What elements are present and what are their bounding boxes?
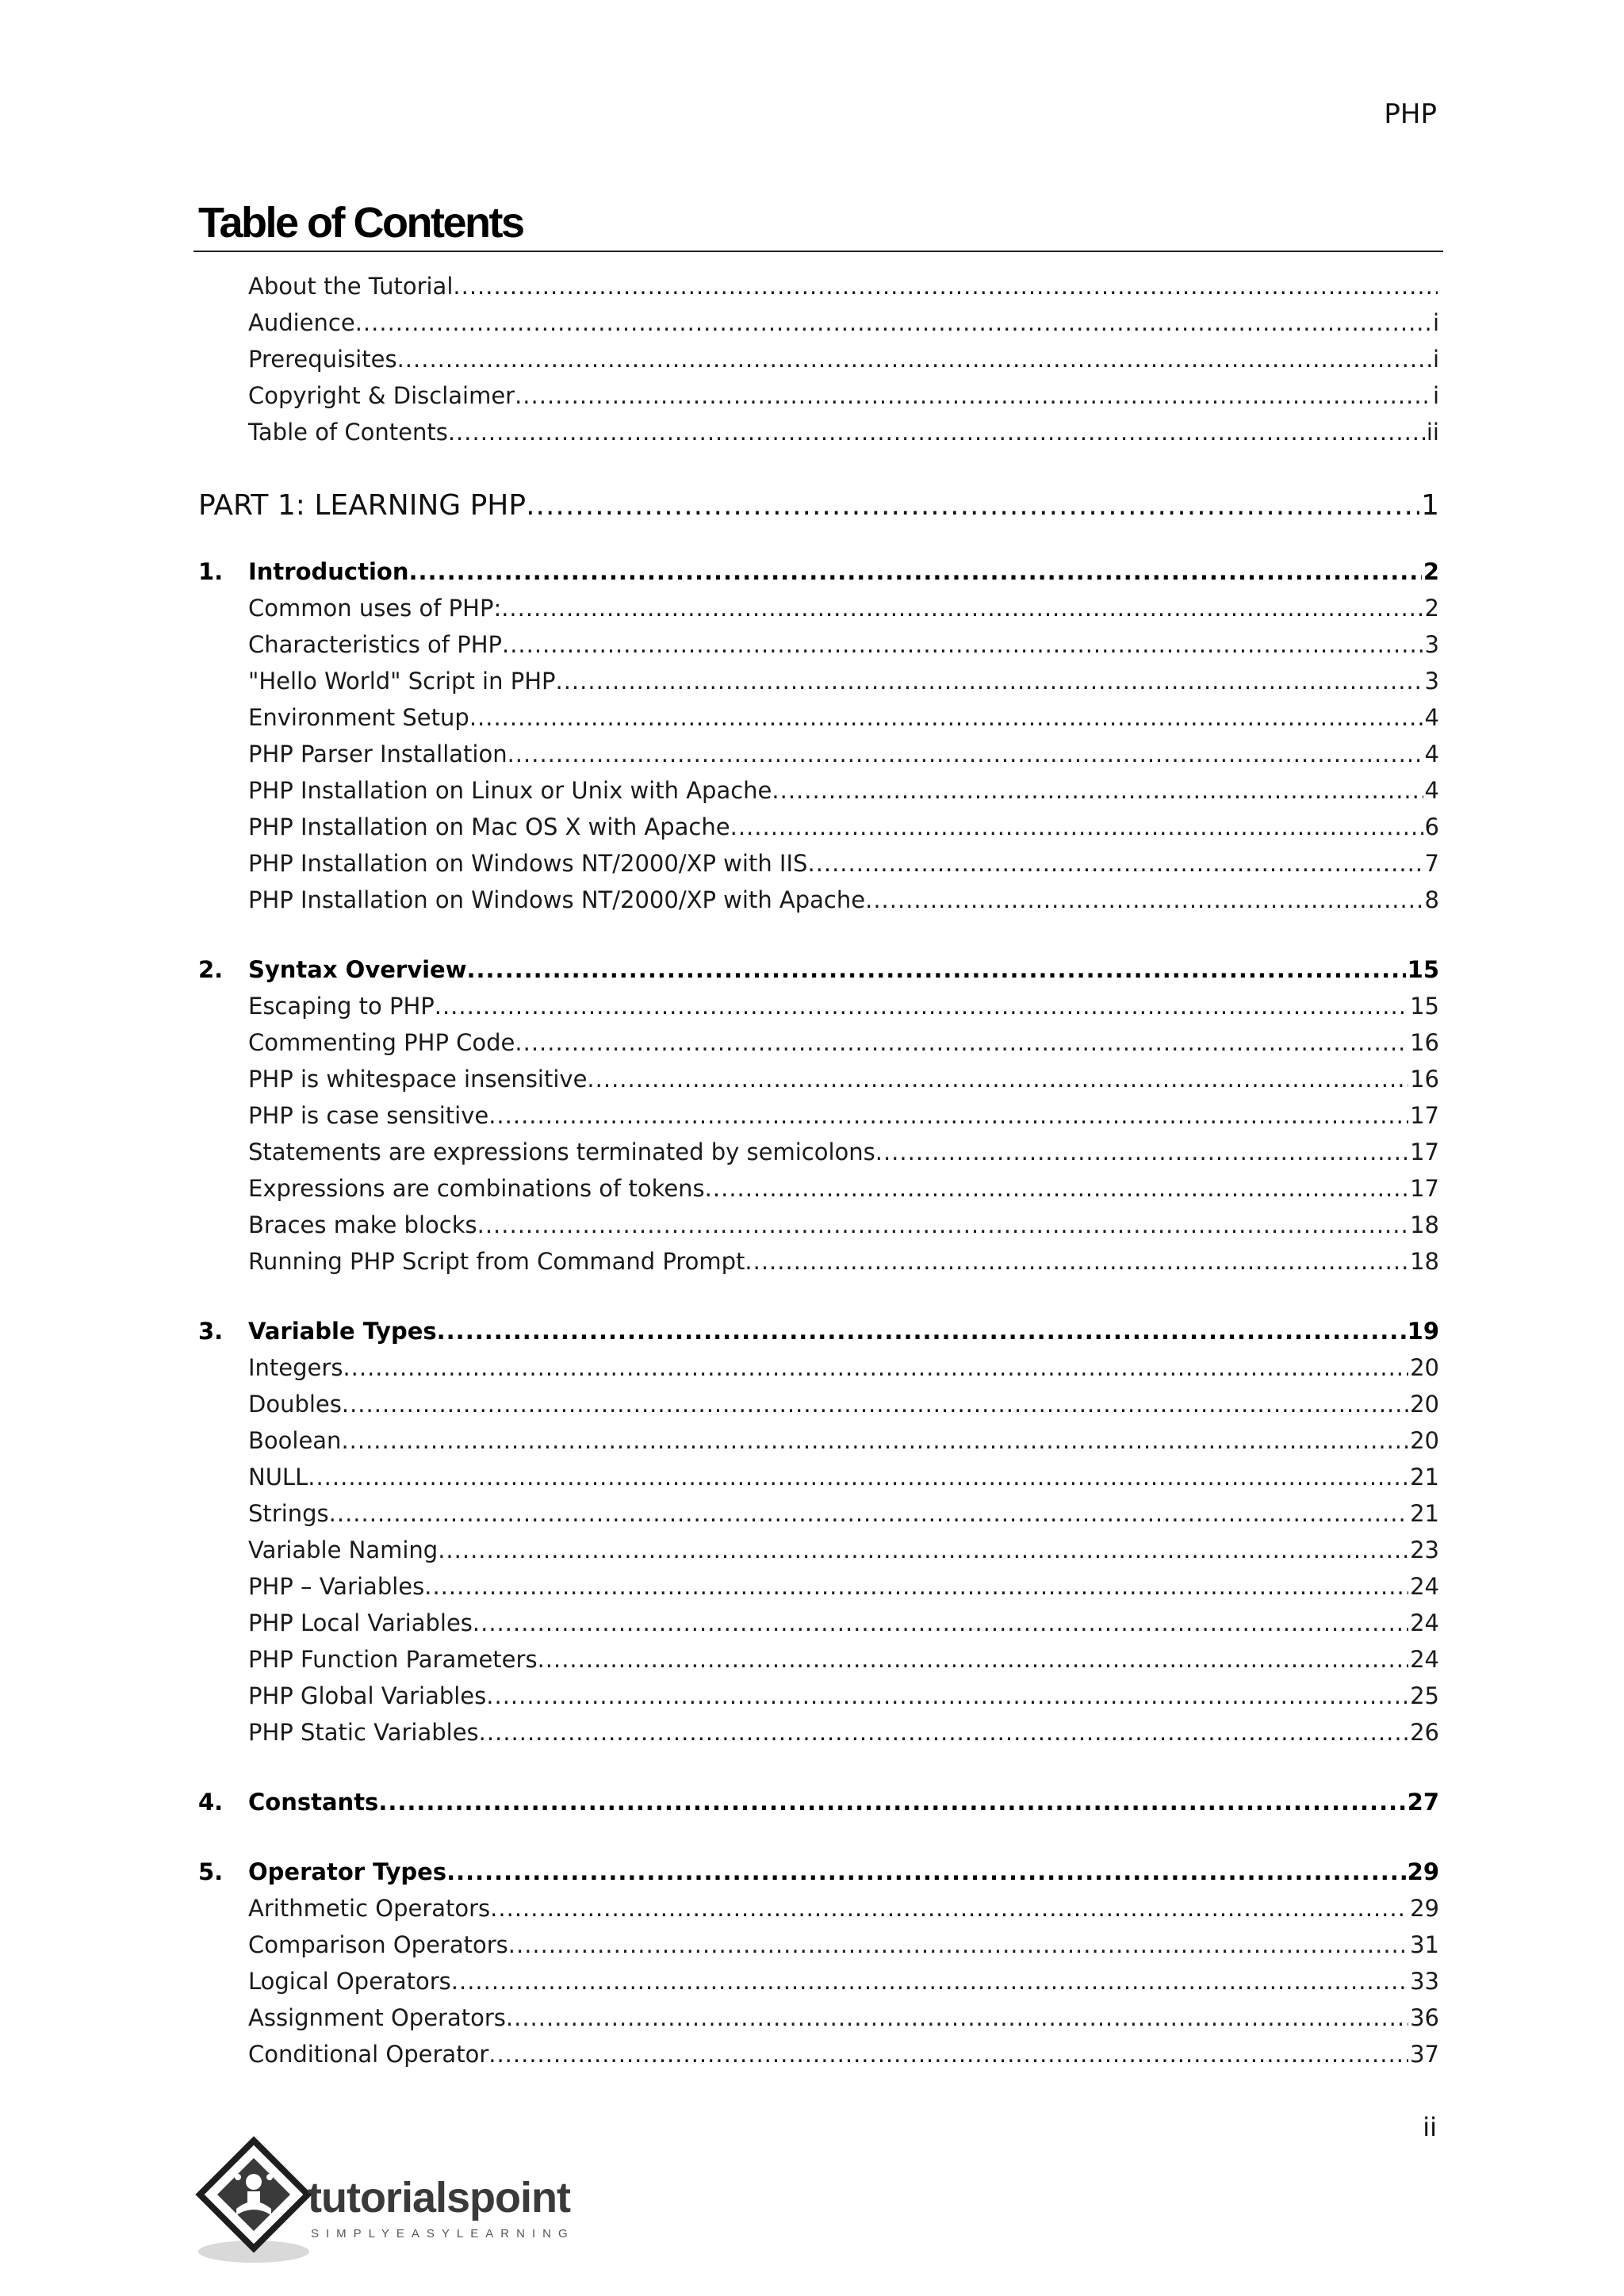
toc-entry-label: PHP Global Variables: [248, 1682, 487, 1709]
chapter-page: 29: [1407, 1858, 1439, 1885]
toc-entry-label: Assignment Operators: [248, 2004, 506, 2031]
page-title: Table of Contents: [198, 199, 523, 247]
toc-entry-label: Environment Setup: [248, 704, 469, 731]
toc-entry[interactable]: [198, 772, 1439, 809]
toc-entry-label: PHP – Variables: [248, 1573, 425, 1600]
toc-entry-label: PHP is case sensitive: [248, 1102, 489, 1129]
toc-entry-page: 4: [1424, 704, 1439, 731]
chapter-page: 15: [1407, 956, 1439, 983]
toc-entry[interactable]: [198, 1678, 1439, 1714]
toc-chapter[interactable]: [198, 1784, 1439, 1820]
toc-entry-label: Copyright & Disclaimer: [248, 382, 515, 409]
toc-entry-page: 3: [1424, 668, 1439, 695]
toc-entry[interactable]: [198, 590, 1439, 626]
toc-entry-page: 20: [1410, 1391, 1439, 1418]
toc-entry-page: 18: [1410, 1211, 1439, 1238]
toc-entry[interactable]: [198, 663, 1439, 699]
chapter-number: 3.: [198, 1318, 224, 1345]
toc-entry-label: PHP Installation on Windows NT/2000/XP with Apache: [248, 886, 866, 913]
toc-entry-label: Strings: [248, 1500, 329, 1527]
toc-entry-label: PHP Function Parameters: [248, 1646, 538, 1673]
toc-entry-page: 24: [1410, 1646, 1439, 1673]
toc-entry-page: 15: [1410, 993, 1439, 1020]
toc-entry-label: Integers: [248, 1354, 343, 1381]
toc-entry-label: NULL: [248, 1464, 308, 1490]
toc-entry-page: 29: [1410, 1895, 1439, 1922]
toc-entry-front-matter[interactable]: [198, 304, 1439, 341]
toc-entry[interactable]: [198, 1097, 1439, 1134]
chapter-number: 4.: [198, 1789, 224, 1816]
toc-part-heading[interactable]: [198, 482, 1439, 530]
toc-entry[interactable]: [198, 1890, 1439, 1927]
toc-entry-label: Prerequisites: [248, 346, 397, 373]
toc-entry[interactable]: [198, 1061, 1439, 1097]
toc-entry-page: 21: [1410, 1500, 1439, 1527]
toc-entry-label: Variable Naming: [248, 1536, 439, 1563]
chapter-title: Operator Types: [248, 1858, 447, 1885]
chapter-title: Syntax Overview: [248, 956, 467, 983]
chapter-title: Introduction: [248, 558, 409, 585]
toc-entry[interactable]: [198, 736, 1439, 772]
toc-entry-front-matter[interactable]: [198, 414, 1439, 450]
logo-wordmark: tutorialspoint: [308, 2174, 570, 2221]
toc-entry[interactable]: [198, 1495, 1439, 1532]
toc-entry-label: Common uses of PHP:: [248, 595, 502, 622]
toc-entry-front-matter[interactable]: [198, 341, 1439, 377]
toc-entry[interactable]: [198, 1207, 1439, 1243]
toc-entry-label: Expressions are combinations of tokens: [248, 1175, 705, 1202]
toc-entry[interactable]: [198, 845, 1439, 882]
toc-entry[interactable]: [198, 1243, 1439, 1280]
toc-chapter[interactable]: [198, 951, 1439, 988]
toc-entry[interactable]: [198, 1641, 1439, 1678]
toc-entry-page: 21: [1410, 1464, 1439, 1490]
toc-entry-page: 20: [1410, 1427, 1439, 1454]
toc-entry-page: 33: [1410, 1968, 1439, 1995]
toc-entry-page: 24: [1410, 1573, 1439, 1600]
toc-entry-label: Audience: [248, 309, 355, 336]
part-label: PART 1: LEARNING PHP: [198, 489, 527, 522]
toc-entry-label: About the Tutorial: [248, 273, 454, 300]
toc-entry-label: PHP Installation on Mac OS X with Apache: [248, 813, 730, 840]
toc-entry-label: Characteristics of PHP: [248, 631, 502, 658]
toc-entry-label: PHP Static Variables: [248, 1719, 479, 1746]
toc-entry-page: 2: [1424, 595, 1439, 622]
toc-entry-label: Arithmetic Operators: [248, 1895, 491, 1922]
toc-entry-page: 6: [1424, 813, 1439, 840]
toc-entry-page: 26: [1410, 1719, 1439, 1746]
toc-entry-page: 37: [1410, 2041, 1439, 2068]
title-divider: [193, 251, 1443, 252]
toc-entry[interactable]: [198, 1568, 1439, 1605]
chapter-number: 5.: [198, 1858, 224, 1885]
toc-entry-page: 20: [1410, 1354, 1439, 1381]
toc-entry-page: 31: [1410, 1931, 1439, 1958]
toc-entry[interactable]: [198, 809, 1439, 845]
toc-entry[interactable]: [198, 1714, 1439, 1751]
toc-entry[interactable]: [198, 1532, 1439, 1568]
toc-entry-label: Conditional Operator: [248, 2041, 489, 2068]
toc-entry-page: 25: [1410, 1682, 1439, 1709]
toc-entry[interactable]: [198, 2036, 1439, 2072]
toc-entry-front-matter[interactable]: [198, 268, 1439, 304]
toc-entry-page: 3: [1424, 631, 1439, 658]
toc-chapter[interactable]: [198, 1854, 1439, 1890]
page-number: ii: [1423, 2112, 1437, 2142]
chapter-number: 1.: [198, 558, 224, 585]
toc-entry-page: 23: [1410, 1536, 1439, 1563]
toc-entry[interactable]: [198, 1459, 1439, 1495]
toc-entry-label: Statements are expressions terminated by semicolons: [248, 1138, 875, 1165]
toc-chapter[interactable]: [198, 1313, 1439, 1349]
running-header: PHP: [1384, 98, 1437, 130]
toc-entry-page: 36: [1410, 2004, 1439, 2031]
chapter-title: Variable Types: [248, 1318, 437, 1345]
toc-entry[interactable]: [198, 1999, 1439, 2036]
toc-entry[interactable]: [198, 1349, 1439, 1386]
chapter-page: 27: [1407, 1789, 1439, 1816]
toc-entry[interactable]: [198, 626, 1439, 663]
toc-entry-label: Boolean: [248, 1427, 342, 1454]
toc-entry-page: 8: [1424, 886, 1439, 913]
toc-entry-label: PHP Installation on Windows NT/2000/XP with IIS: [248, 850, 808, 877]
part-page: 1: [1421, 489, 1439, 522]
toc-chapter[interactable]: [198, 553, 1439, 590]
chapter-page: 2: [1423, 558, 1439, 585]
toc-entry-label: Running PHP Script from Command Prompt: [248, 1248, 745, 1275]
toc-entry[interactable]: [198, 1024, 1439, 1061]
toc-entry[interactable]: [198, 1927, 1439, 1963]
toc-entry-page: 17: [1410, 1175, 1439, 1202]
toc-entry[interactable]: [198, 1422, 1439, 1459]
toc-entry[interactable]: [198, 699, 1439, 736]
toc-entry-label: Escaping to PHP: [248, 993, 435, 1020]
toc-entry[interactable]: [198, 1963, 1439, 1999]
toc-entry-label: Comparison Operators: [248, 1931, 508, 1958]
toc-entry-label: Braces make blocks: [248, 1211, 477, 1238]
toc-entry[interactable]: [198, 1386, 1439, 1422]
toc-entry-label: "Hello World" Script in PHP: [248, 668, 556, 695]
toc-entry[interactable]: [198, 1170, 1439, 1207]
toc-entry-label: PHP Installation on Linux or Unix with Apache: [248, 777, 772, 804]
toc-entry-page: i: [1432, 346, 1439, 373]
toc-entry-label: PHP Local Variables: [248, 1609, 473, 1636]
toc-entry[interactable]: [198, 1134, 1439, 1170]
toc-entry-label: PHP Parser Installation: [248, 740, 508, 767]
toc-entry-page: 16: [1410, 1066, 1439, 1093]
toc-entry-page: 16: [1410, 1029, 1439, 1056]
toc-entry-label: Logical Operators: [248, 1968, 451, 1995]
toc-entry-page: 17: [1410, 1138, 1439, 1165]
table-of-contents: [198, 268, 1439, 2072]
toc-entry[interactable]: [198, 1605, 1439, 1641]
toc-entry-label: Commenting PHP Code: [248, 1029, 515, 1056]
toc-entry-label: Doubles: [248, 1391, 342, 1418]
tutorialspoint-logo: [190, 2133, 603, 2267]
toc-entry[interactable]: [198, 988, 1439, 1024]
toc-entry-page: ii: [1426, 419, 1439, 446]
toc-entry-page: 4: [1424, 740, 1439, 767]
logo-tagline: SIMPLYEASYLEARNING: [311, 2227, 575, 2241]
toc-entry-page: 17: [1410, 1102, 1439, 1129]
toc-entry-page: i: [1432, 309, 1439, 336]
toc-entry-label: PHP is whitespace insensitive: [248, 1066, 588, 1093]
toc-entry-page: i: [1432, 382, 1439, 409]
toc-entry-label: Table of Contents: [248, 419, 448, 446]
toc-entry-page: 18: [1410, 1248, 1439, 1275]
toc-entry-page: 24: [1410, 1609, 1439, 1636]
toc-entry-front-matter[interactable]: [198, 377, 1439, 414]
toc-entry[interactable]: [198, 882, 1439, 918]
toc-entry-page: 7: [1424, 850, 1439, 877]
chapter-title: Constants: [248, 1789, 379, 1816]
chapter-page: 19: [1407, 1318, 1439, 1345]
chapter-number: 2.: [198, 956, 224, 983]
toc-entry-page: 4: [1424, 777, 1439, 804]
